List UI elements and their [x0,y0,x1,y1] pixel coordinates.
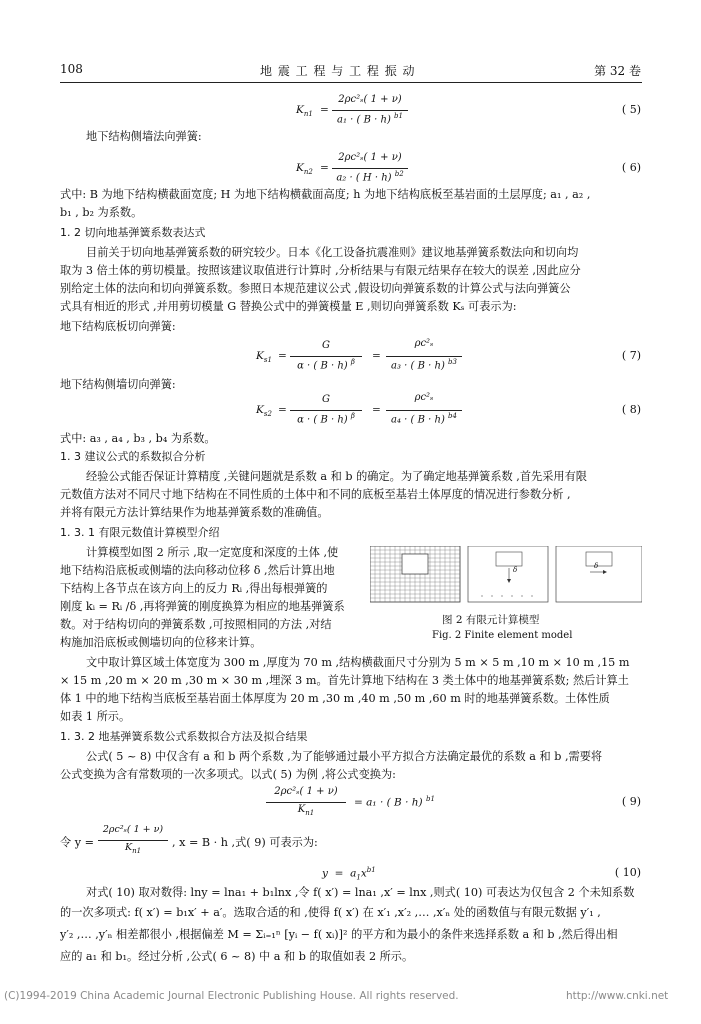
paragraph-1-2-line-3: 别给定土体的法向和切向弹簧系数。参照日本规范建议公式 ,假设切向弹簧系数的计算公式与法向弹簧公 [60,282,571,295]
where-clause-1b: b₁ , b₂ 为系数。 [60,206,143,219]
mesh-panel [370,546,460,602]
paragraph-1-3-2-line-2: 公式变换为含有常数项的一次多项式。以式( 5) 为例 ,将公式变换为: [60,768,396,781]
paragraph-1-3-line-1: 经验公式能否保证计算精度 ,关键问题就是系数 a 和 b 的确定。为了确定地基弹簧系数 ,首先采用有限 [86,470,587,483]
figure-2 [370,546,642,646]
paragraph-log-line-4: 应的 a₁ 和 b₁。经过分析 ,公式( 6 ~ 8) 中 a 和 b 的取值如表 2 所示。 [60,950,414,963]
paragraph-1-3-1-line-6: 构施加沿底板或侧墙切向的位移来计算。 [60,636,262,649]
paragraph-calc-line-1: 文中取计算区域土体宽度为 300 m ,厚度为 70 m ,结构横截面尺寸分别为 5 m × 5 m ,10 m × 10 m ,15 m [86,656,630,669]
volume-label: 第 32 卷 [594,64,641,78]
paragraph-1-3-1-line-4: 刚度 kᵢ = Rᵢ /δ ,再将弹簧的刚度换算为相应的地基弹簧系 [60,600,345,613]
side-wall-normal-label: 地下结构侧墙法向弹簧: [86,130,202,143]
paragraph-log-line-3: y′₂ ,… ,y′ₙ 相差都很小 ,根据偏差 M = Σᵢ₌₁ⁿ [yᵢ − f( xᵢ)]² 的平方和为最小的条件来选择系数 a 和 b ,然后得出相 [60,928,618,941]
figure-caption-cn: 图 2 有限元计算模型 [442,614,540,626]
section-1-3-2-title: 1. 3. 2 地基弹簧系数公式系数拟合方法及拟合结果 [60,730,308,743]
paragraph-1-2-line-4: 式具有相近的形式 ,并用剪切模量 G 替换公式中的弹簧模量 E ,则切向弹簧系数 Kₛ 可表示为: [60,300,517,313]
header-rule [60,82,642,83]
paragraph-1-3-line-3: 并将有限元方法计算结果作为地基弹簧系数的准确值。 [60,506,329,519]
paragraph-1-3-1-line-1: 计算模型如图 2 所示 ,取一定宽度和深度的土体 ,使 [86,546,339,559]
section-1-3-title: 1. 3 建议公式的系数拟合分析 [60,450,206,463]
section-1-2-title: 1. 2 切向地基弹簧系数表达式 [60,226,206,239]
bottom-displacement-panel [468,546,548,602]
paragraph-1-3-1-line-5: 数。对于结构切向的弹簧系数 ,可按照相同的方法 ,对结 [60,618,332,631]
equation-6-number: ( 6) [621,161,641,174]
page-number: 108 [60,62,83,76]
figure-caption-en: Fig. 2 Finite element model [432,630,573,641]
paragraph-1-2-line-2: 取为 3 倍土体的剪切模量。按照该建议取值进行计算时 ,分析结果与有限元结果存在较大的误差 ,因此应分 [60,264,581,277]
paragraph-log-line-1: 对式( 10) 取对数得: lny = lna₁ + b₁lnx ,令 f( x′) = lna₁ ,x′ = lnx ,则式( 10) 可表达为仅包含 2 个未知系数 [86,886,635,899]
finite-element-model-diagram [370,546,642,606]
equation-5-number: ( 5) [621,103,641,116]
where-clause-1: 式中: B 为地下结构横截面宽度; H 为地下结构横截面高度; h 为地下结构底板至基岩面的土层厚度; a₁ , a₂ , [60,188,591,201]
equation-7-number: ( 7) [621,349,641,362]
bottom-tangent-label: 地下结构底板切向弹簧: [60,320,176,333]
paragraph-calc-line-4: 如表 1 所示。 [60,710,131,723]
copyright-notice: (C)1994-2019 China Academic Journal Electronic Publishing House. All rights reserved. [4,990,459,1002]
delta-label-right: δ [594,562,599,570]
side-tangent-label: 地下结构侧墙切向弹簧: [60,378,176,391]
side-displacement-panel [556,546,642,602]
equation-10-number: ( 10) [614,866,641,879]
paragraph-1-3-1-line-3: 下结构上各节点在该方向上的反力 Rᵢ ,得出每根弹簧的 [60,582,328,595]
paragraph-1-3-1-line-2: 地下结构沿底板或侧墙的法向移动位移 δ ,然后计算出地 [60,564,335,577]
paragraph-1-2-line-1: 目前关于切向地基弹簧系数的研究较少。日本《化工设备抗震准则》建议地基弹簧系数法向和切向均 [86,246,579,259]
paragraph-log-line-2: 的一次多项式: f( x′) = b₁x′ + a′。选取合适的和 ,使得 f( x′) 在 x′₁ ,x′₂ ,… ,x′ₙ 处的函数值与有限元数据 y′₁ , [60,906,601,919]
section-1-3-1-title: 1. 3. 1 有限元数值计算模型介绍 [60,526,220,539]
paragraph-1-3-line-2: 元数值方法对不同尺寸地下结构在不同性质的土体中和不同的底板至基岩土体厚度的情况进行参数分析 , [60,488,571,501]
paragraph-calc-line-3: 体 1 中的地下结构当底板至基岩面土体厚度为 20 m ,30 m ,40 m ,50 m ,60 m 时的地基弹簧系数。土体性质 [60,692,610,705]
journal-title: 地 震 工 程 与 工 程 振 动 [260,64,416,78]
delta-label-down: δ [513,566,518,574]
equation-8-number: ( 8) [621,403,641,416]
cnki-link[interactable]: http://www.cnki.net [566,990,669,1002]
equation-9-number: ( 9) [621,795,641,808]
paragraph-1-3-2-line-1: 公式( 5 ~ 8) 中仅含有 a 和 b 两个系数 ,为了能够通过最小平方拟合方法确定最优的系数 a 和 b ,需要将 [86,750,603,763]
where-clause-2: 式中: a₃ , a₄ , b₃ , b₄ 为系数。 [60,432,216,445]
paragraph-calc-line-2: × 15 m ,20 m × 20 m ,30 m × 30 m ,埋深 3 m。首先计算地下结构在 3 类土体中的地基弹簧系数; 然后计算土 [60,674,629,687]
